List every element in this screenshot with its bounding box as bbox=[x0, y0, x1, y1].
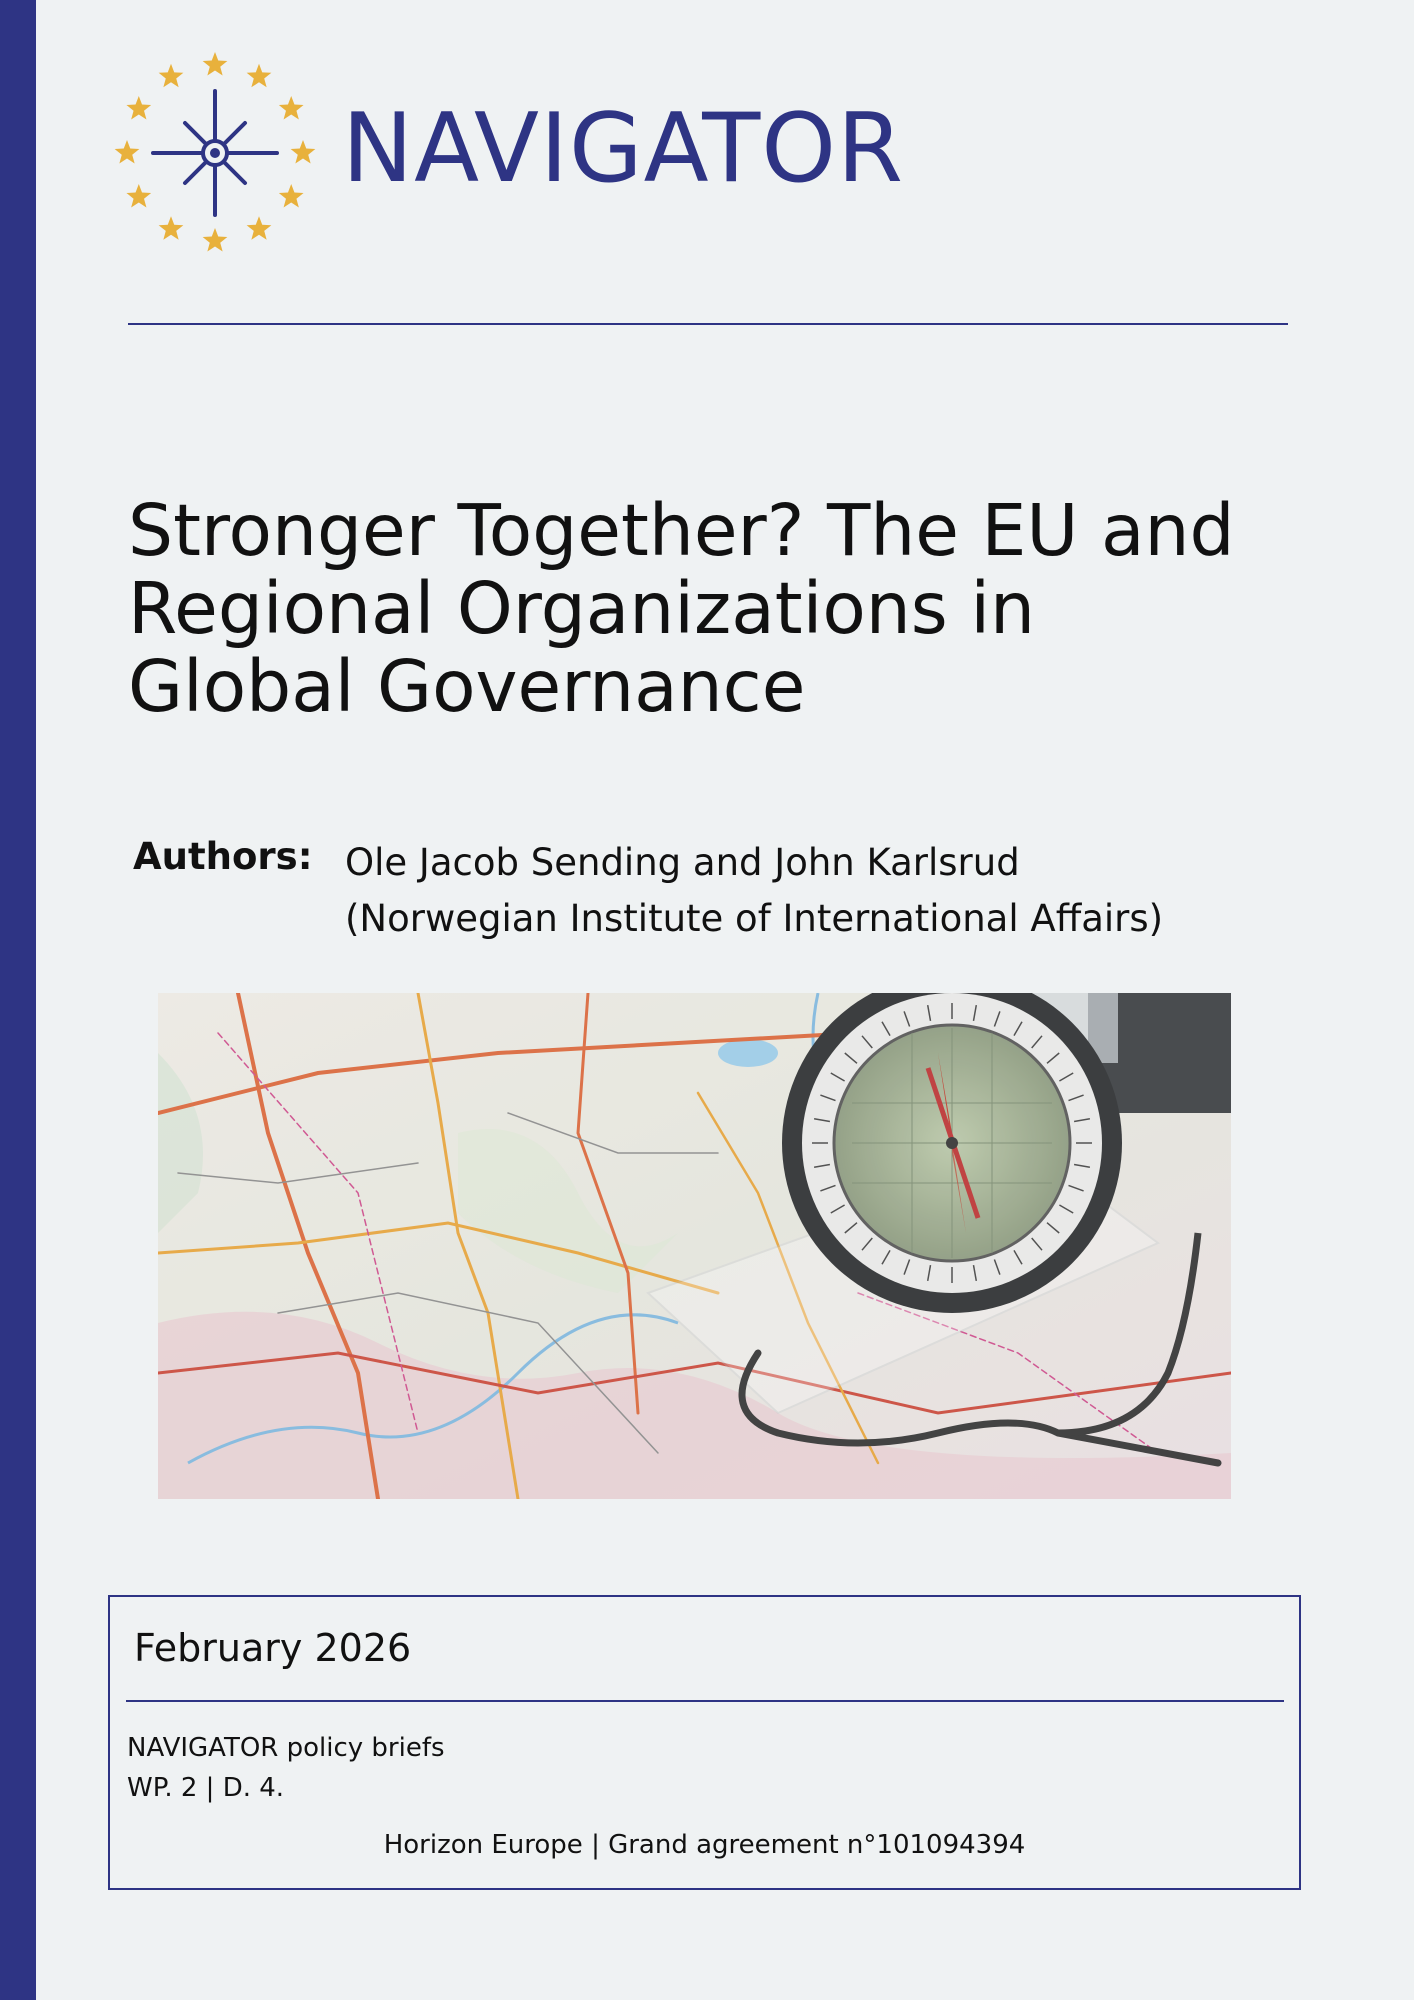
compass-star-wreath-icon bbox=[110, 48, 320, 258]
star-icon bbox=[203, 228, 228, 252]
page-title bbox=[128, 489, 1328, 728]
map-with-compass-photo bbox=[158, 993, 1231, 1499]
star-icon bbox=[279, 184, 304, 208]
author-affiliation: (Norwegian Institute of International Affairs) bbox=[345, 897, 1164, 940]
authors-list bbox=[345, 835, 1163, 947]
star-icon bbox=[203, 52, 228, 76]
deliverable-code: WP. 2 | D. 4. bbox=[127, 1773, 285, 1803]
title-line: Stronger Together? The EU and bbox=[128, 489, 1235, 572]
authors-label: Authors: bbox=[133, 835, 313, 878]
header-divider bbox=[128, 323, 1288, 325]
star-icon bbox=[247, 216, 272, 240]
star-icon bbox=[159, 216, 184, 240]
left-accent-bar bbox=[0, 0, 36, 2000]
info-divider bbox=[126, 1700, 1284, 1702]
series-name: NAVIGATOR policy briefs bbox=[127, 1733, 445, 1763]
brand-wordmark: NAVIGATOR bbox=[342, 94, 905, 204]
star-icon bbox=[126, 184, 151, 208]
star-icon bbox=[279, 96, 304, 120]
star-icon bbox=[126, 96, 151, 120]
publication-date: February 2026 bbox=[134, 1626, 412, 1670]
author-names: Ole Jacob Sending and John Karlsrud bbox=[345, 841, 1020, 884]
star-icon bbox=[159, 64, 184, 88]
star-icon bbox=[291, 140, 316, 164]
grant-agreement: Horizon Europe | Grand agreement n°101094394 bbox=[383, 1830, 1026, 1860]
title-line: Regional Organizations in bbox=[128, 567, 1036, 650]
star-icon bbox=[115, 140, 140, 164]
series-info bbox=[127, 1728, 445, 1808]
title-line: Global Governance bbox=[128, 645, 806, 728]
star-icon bbox=[247, 64, 272, 88]
